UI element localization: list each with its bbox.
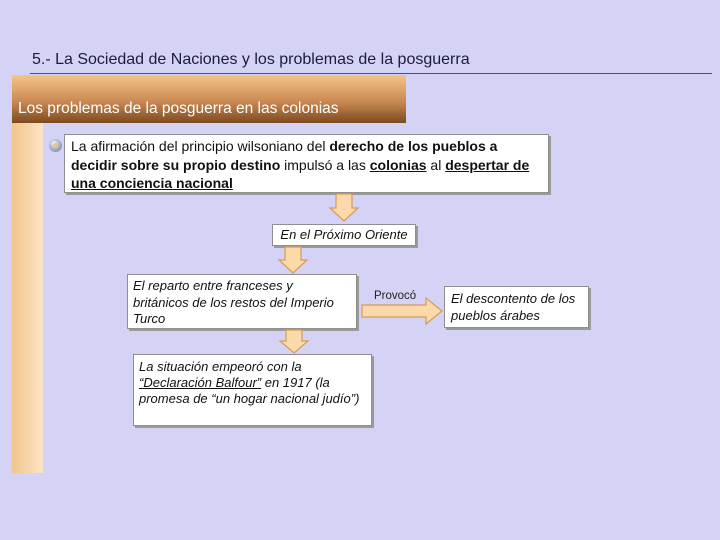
intro-bold-derecho: derecho de los pueblos a decidir sobre su propio destino [71, 138, 498, 173]
situacion-text-1: La situación empeoró con la [139, 359, 302, 374]
intro-text-3: al [426, 156, 446, 173]
situacion-box [133, 354, 372, 426]
down-arrow-3 [280, 330, 308, 354]
title-rule [30, 73, 712, 74]
provoco-label: Provocó [374, 290, 417, 302]
situacion-text-2: en 1917 (la promesa de “un hogar nacional judío”) [139, 375, 360, 406]
intro-box [64, 134, 549, 193]
bullet-icon-center [53, 143, 58, 148]
reparto-box: El reparto entre franceses y británicos de los restos del Imperio Turco [127, 274, 357, 329]
intro-text-1: La afirmación del principio wilsoniano del [71, 138, 330, 154]
section-header-text: Los problemas de la posguerra en las colonias [18, 100, 339, 117]
down-arrow-1 [330, 194, 358, 222]
right-arrow [362, 297, 444, 325]
oriente-box: En el Próximo Oriente [272, 224, 416, 246]
intro-bold-colonias: colonias [369, 156, 427, 173]
down-arrow-2 [279, 247, 307, 274]
situacion-balfour: “Declaración Balfour” [139, 375, 262, 390]
intro-text-2: impulsó a las [280, 156, 370, 173]
slide-title: 5.- La Sociedad de Naciones y los problemas de la posguerra [32, 51, 470, 68]
intro-bold-despertar: despertar de una conciencia nacional [71, 156, 530, 191]
descontento-box: El descontento de los pueblos árabes [444, 286, 589, 328]
side-band [12, 75, 43, 473]
